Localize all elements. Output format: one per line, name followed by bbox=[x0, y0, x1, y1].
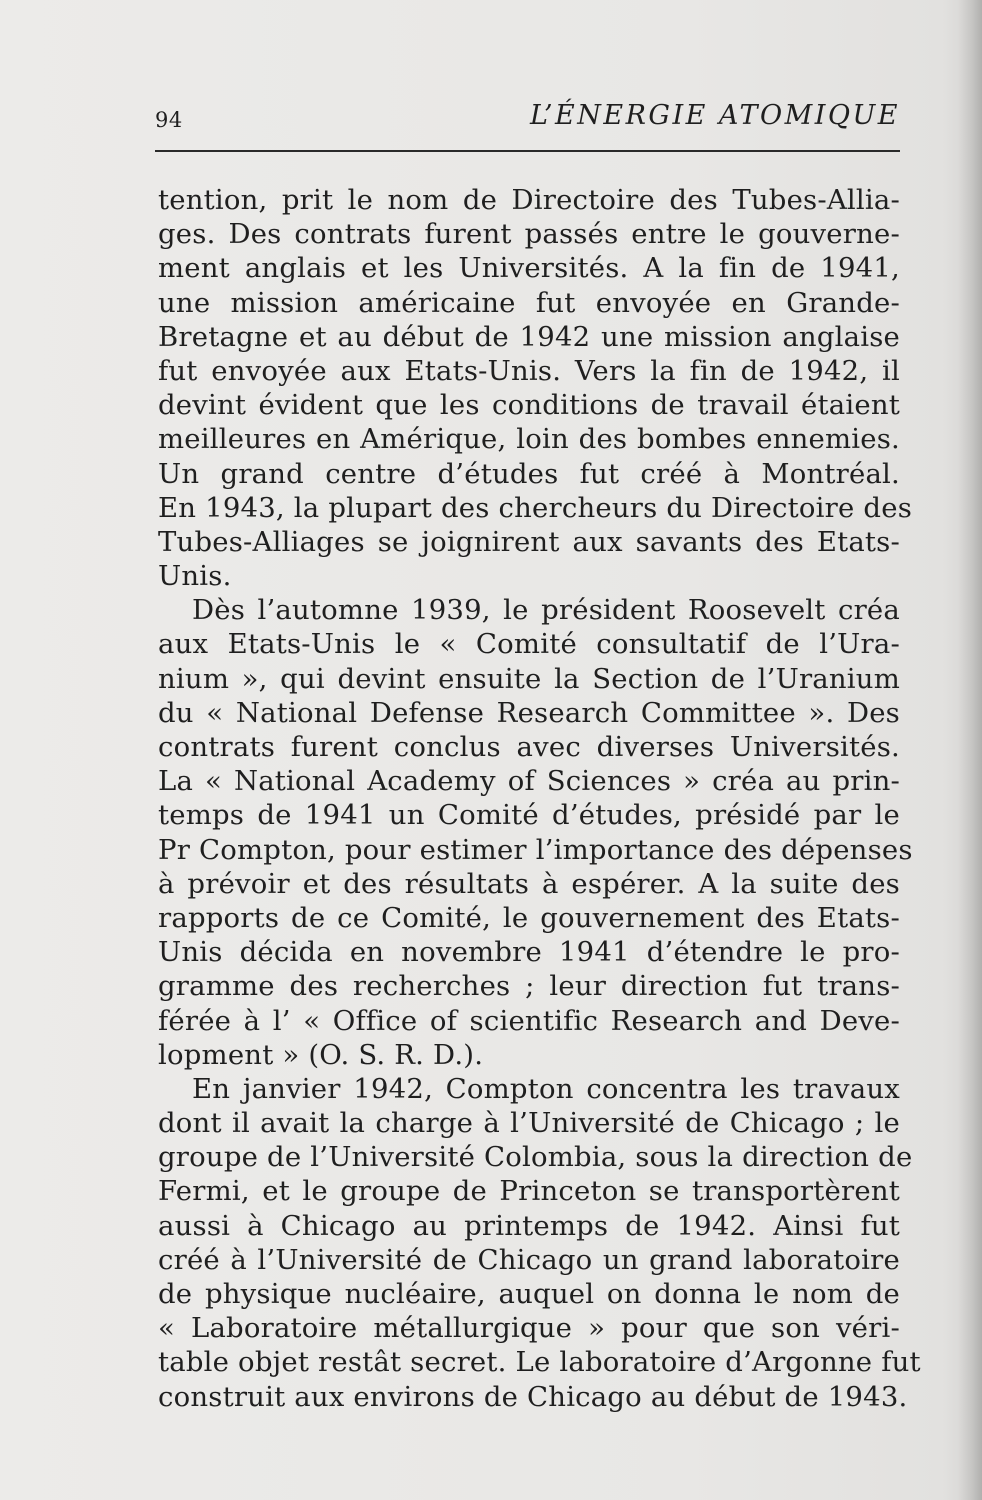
text-line: groupe de l’Université Colombia, sous la direction de bbox=[158, 1141, 913, 1174]
header-rule bbox=[155, 150, 900, 152]
text-line: Pr Compton, pour estimer l’importance des dépenses bbox=[158, 833, 913, 866]
text-line: table objet restât secret. Le laboratoire d’Argonne fut bbox=[158, 1346, 921, 1379]
text-line: une mission américaine fut envoyée en Grande- bbox=[158, 286, 900, 319]
body-text bbox=[158, 183, 921, 1414]
text-line: Unis. bbox=[158, 560, 232, 593]
text-line: lopment » (O. S. R. D.). bbox=[158, 1038, 484, 1071]
text-line: Unis décida en novembre 1941 d’étendre le pro- bbox=[158, 936, 900, 969]
text-line: Bretagne et au début de 1942 une mission anglaise bbox=[158, 320, 900, 353]
text-line: de physique nucléaire, auquel on donna le nom de bbox=[158, 1278, 900, 1310]
text-line: ment anglais et les Universités. A la fin de 1941, bbox=[158, 252, 900, 285]
text-line: gramme des recherches ; leur direction fut trans- bbox=[158, 970, 900, 1003]
text-line: nium », qui devint ensuite la Section de l’Uranium bbox=[158, 662, 900, 695]
paragraph-start-line: Dès l’automne 1939, le président Roosevelt créa bbox=[192, 594, 900, 627]
page-number: 94 bbox=[155, 108, 183, 132]
text-line: à prévoir et des résultats à espérer. A la suite des bbox=[158, 867, 900, 900]
text-line: créé à l’Université de Chicago un grand laboratoire bbox=[158, 1243, 900, 1276]
text-line: « Laboratoire métallurgique » pour que son véri- bbox=[158, 1312, 900, 1345]
page-header bbox=[155, 98, 900, 138]
text-line: férée à l’ « Office of scientific Research and Deve- bbox=[158, 1004, 900, 1037]
page-gutter-shadow bbox=[958, 0, 982, 1500]
text-line: En 1943, la plupart des chercheurs du Directoire des bbox=[158, 491, 913, 524]
text-line: Fermi, et le groupe de Princeton se transportèrent bbox=[158, 1175, 900, 1208]
running-title: L’ÉNERGIE ATOMIQUE bbox=[529, 100, 900, 131]
text-line: temps de 1941 un Comité d’études, présidé par le bbox=[158, 799, 900, 832]
text-line: contrats furent conclus avec diverses Universités. bbox=[158, 731, 900, 763]
text-line: rapports de ce Comité, le gouvernement des Etats- bbox=[158, 901, 900, 934]
text-line: aux Etats-Unis le « Comité consultatif de l’Ura- bbox=[158, 628, 900, 661]
text-line: dont il avait la charge à l’Université de Chicago ; le bbox=[158, 1107, 900, 1140]
text-line: devint évident que les conditions de travail étaient bbox=[158, 389, 900, 422]
text-line: aussi à Chicago au printemps de 1942. Ainsi fut bbox=[158, 1209, 900, 1242]
paragraph-start-line: En janvier 1942, Compton concentra les travaux bbox=[192, 1072, 900, 1105]
text-line: construit aux environs de Chicago au début de 1943. bbox=[158, 1380, 908, 1413]
text-line: Tubes-Alliages se joignirent aux savants des Etats- bbox=[158, 525, 900, 558]
text-line: ges. Des contrats furent passés entre le gouverne- bbox=[158, 218, 900, 251]
text-line: Un grand centre d’études fut créé à Montréal. bbox=[158, 457, 900, 490]
text-line: La « National Academy of Sciences » créa au prin- bbox=[158, 765, 900, 798]
text-line: meilleures en Amérique, loin des bombes ennemies. bbox=[158, 423, 900, 456]
text-line: tention, prit le nom de Directoire des Tubes-Allia- bbox=[158, 184, 900, 216]
text-line: fut envoyée aux Etats-Unis. Vers la fin de 1942, il bbox=[158, 354, 900, 387]
text-line: du « National Defense Research Committee ». Des bbox=[158, 696, 900, 729]
